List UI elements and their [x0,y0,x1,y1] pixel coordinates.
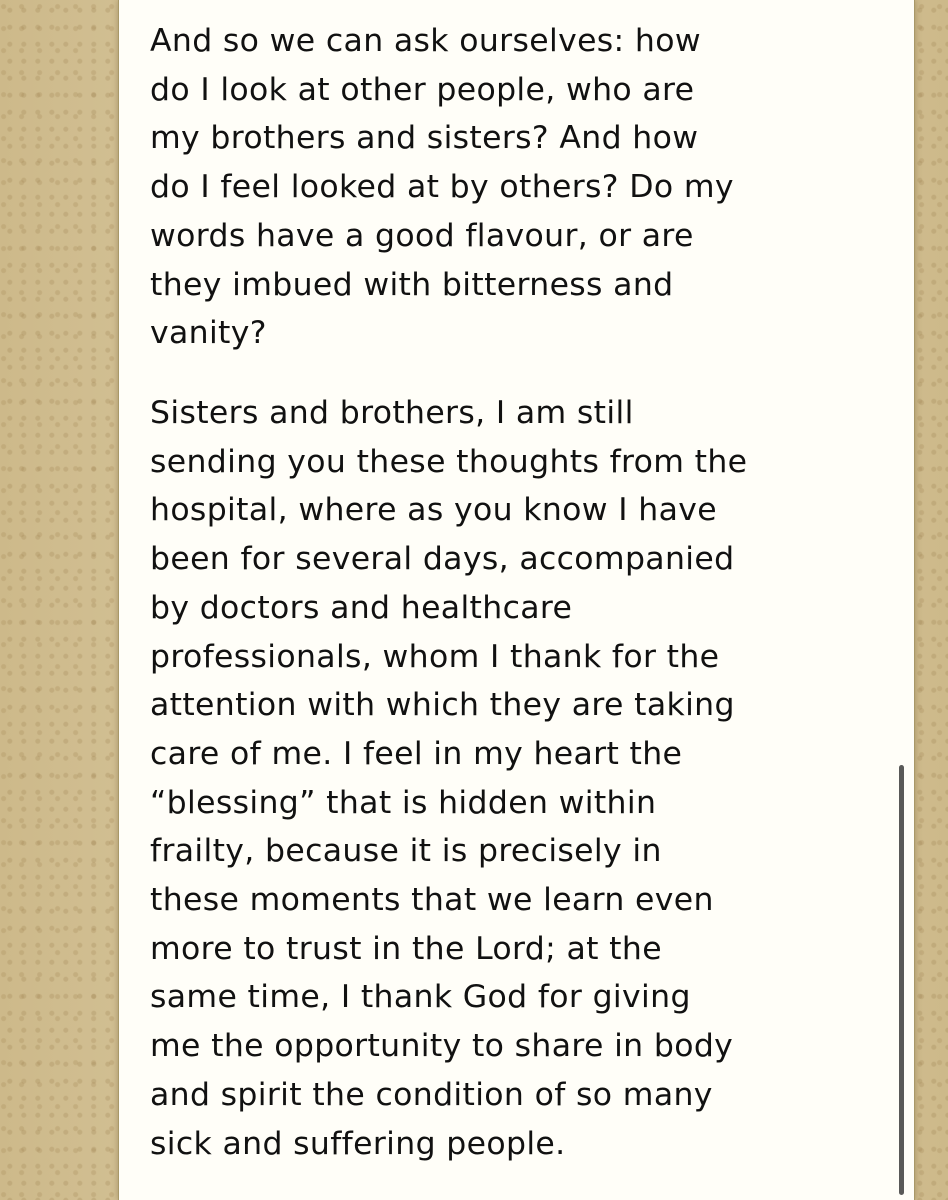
text-line: attention with which they are taking [150,687,735,724]
text-line: do I feel looked at by others? Do my [150,169,734,206]
text-line: frailty, because it is precisely in [150,833,662,870]
document-page [118,0,915,1200]
text-line: sick and suffering people. [150,1125,566,1162]
text-line: do I look at other people, who are [150,71,695,108]
paragraph-reflection [150,17,855,358]
text-line: care of me. I feel in my heart the [150,735,683,772]
text-line: same time, I thank God for giving [150,979,691,1016]
text-line: more to trust in the Lord; at the [150,930,662,967]
text-line: And so we can ask ourselves: how [150,23,701,59]
text-line: sending you these thoughts from the [150,443,748,480]
text-line: Sisters and brothers, I am still [150,395,634,431]
text-line: been for several days, accompanied [150,541,735,578]
text-line: and spirit the condition of so many [150,1076,713,1113]
text-line: hospital, where as you know I have [150,492,717,529]
text-line: “blessing” that is hidden within [150,784,657,821]
paragraph-hospital-message [150,389,855,1168]
text-line: my brothers and sisters? And how [150,120,699,157]
text-line: words have a good flavour, or are [150,217,694,254]
vertical-scrollbar[interactable] [899,765,904,1195]
text-line: they imbued with bitterness and [150,266,674,303]
text-line: these moments that we learn even [150,882,714,919]
text-line: professionals, whom I thank for the [150,638,720,675]
text-line: me the opportunity to share in body [150,1028,734,1065]
text-line: by doctors and healthcare [150,589,573,626]
text-line: vanity? [150,315,267,352]
